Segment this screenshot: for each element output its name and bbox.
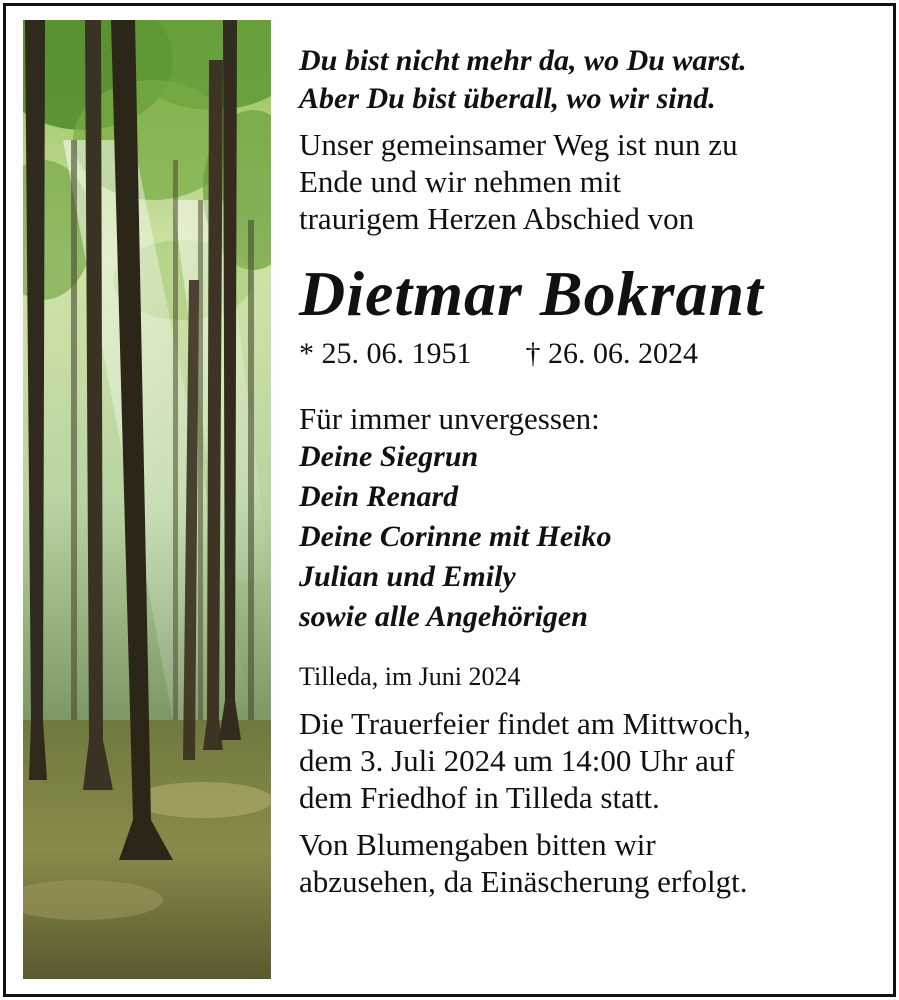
motto-line-2: Aber Du bist überall, wo wir sind. <box>299 82 716 115</box>
mourners-heading: Für immer unvergessen: <box>299 401 600 436</box>
mourner-name: Deine Siegrun <box>299 440 479 473</box>
ceremony-line-3: dem Friedhof in Tilleda statt. <box>299 780 660 815</box>
flowers-note <box>299 826 879 900</box>
obituary-text <box>299 42 879 900</box>
deceased-name: Dietmar Bokrant <box>299 258 764 329</box>
ceremony-line-2: dem 3. Juli 2024 um 14:00 Uhr auf <box>299 743 735 778</box>
mourners-list <box>299 437 879 637</box>
mourner-name: Julian und Emily <box>299 560 516 593</box>
intro-paragraph <box>299 126 879 237</box>
obituary-frame <box>3 3 896 997</box>
birth-date: * 25. 06. 1951 <box>299 337 472 370</box>
intro-line-3: traurigem Herzen Abschied von <box>299 201 695 236</box>
ceremony-info <box>299 705 879 816</box>
motto-line-1: Du bist nicht mehr da, wo Du warst. <box>299 44 747 77</box>
mourner-name: sowie alle Angehörigen <box>299 600 588 633</box>
intro-line-2: Ende und wir nehmen mit <box>299 164 621 199</box>
ceremony-line-1: Die Trauerfeier findet am Mittwoch, <box>299 706 751 741</box>
flowers-line-1: Von Blumengaben bitten wir <box>299 827 656 862</box>
life-dates <box>299 336 879 372</box>
death-date: † 26. 06. 2024 <box>525 337 698 370</box>
motto <box>299 42 879 118</box>
flowers-line-2: abzusehen, da Einäscherung erfolgt. <box>299 864 748 899</box>
place-date: Tilleda, im Juni 2024 <box>299 662 521 691</box>
forest-photo <box>23 20 271 979</box>
mourner-name: Deine Corinne mit Heiko <box>299 520 612 553</box>
mourner-name: Dein Renard <box>299 480 459 513</box>
intro-line-1: Unser gemeinsamer Weg ist nun zu <box>299 127 738 162</box>
